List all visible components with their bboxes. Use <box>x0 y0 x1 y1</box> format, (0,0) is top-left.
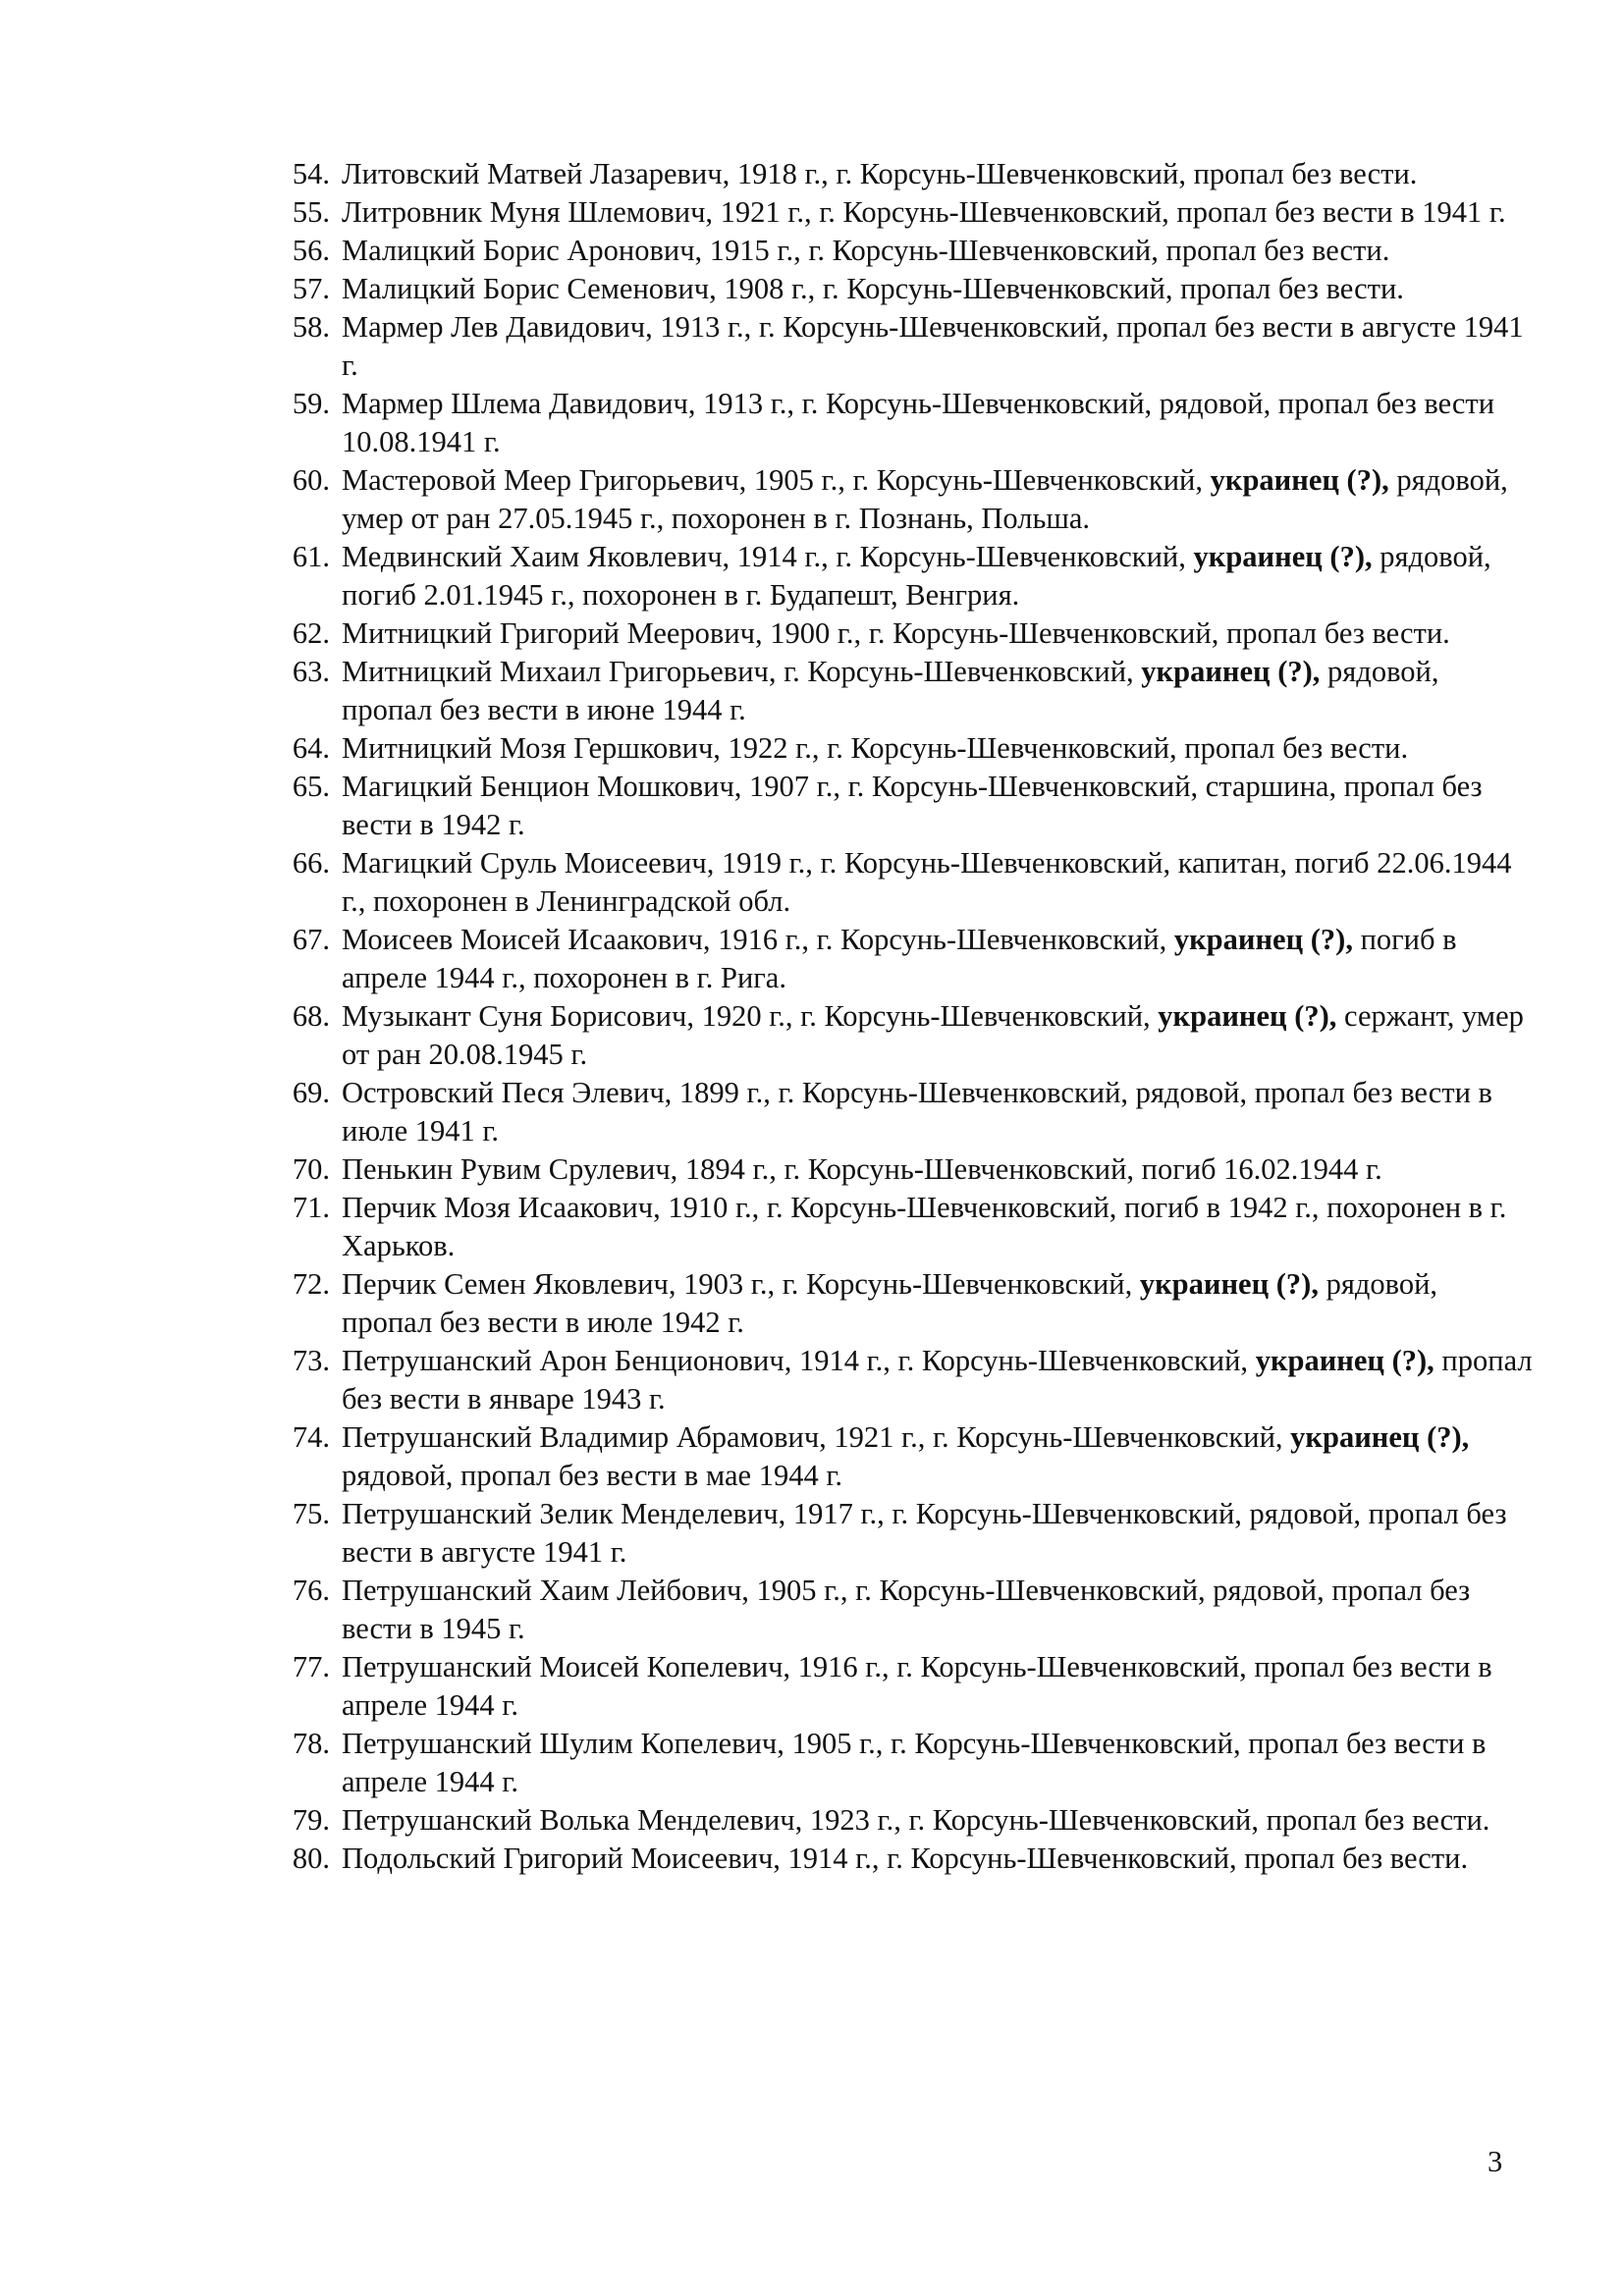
list-item-text <box>342 1150 1534 1189</box>
list-item-text <box>342 1495 1534 1572</box>
list-item-text <box>342 921 1534 997</box>
list-item <box>277 308 1534 385</box>
entry-text-segment: Островский Песя Элевич, 1899 г., г. Корсунь-Шевченковский, рядовой, пропал без вести в июле 1941 г. <box>342 1076 1492 1148</box>
list-item-number: 79. <box>292 1803 330 1837</box>
list-item <box>277 461 1534 538</box>
entry-text-segment: Медвинский Хаим Яковлевич, 1914 г., г. Корсунь-Шевченковский, <box>342 540 1194 573</box>
list-item-text <box>342 1342 1534 1418</box>
list-item-text <box>342 193 1534 232</box>
list-item-number: 80. <box>292 1842 330 1875</box>
list-item <box>277 232 1534 270</box>
list-item <box>277 729 1534 768</box>
list-item-text <box>342 1801 1534 1840</box>
entry-text-segment: Музыкант Суня Борисович, 1920 г., г. Корсунь-Шевченковский, <box>342 999 1159 1033</box>
list-item-text <box>342 614 1534 653</box>
list-item-number: 77. <box>292 1650 330 1683</box>
list-item-number: 78. <box>292 1727 330 1760</box>
list-item-number: 75. <box>292 1497 330 1530</box>
nationality-note: украинец (?), <box>1290 1420 1470 1454</box>
entry-text-segment: Петрушанский Шулим Копелевич, 1905 г., г. Корсунь-Шевченковский, пропал без вести в апреле 1944 г. <box>342 1727 1487 1798</box>
entry-text-segment: Петрушанский Хаим Лейбович, 1905 г., г. Корсунь-Шевченковский, рядовой, пропал без вести в 1945 г. <box>342 1574 1471 1645</box>
list-item-text <box>342 844 1534 921</box>
entry-text-segment: рядовой, пропал без вести в июне 1944 г. <box>342 655 1439 726</box>
entry-text-segment: Литовский Матвей Лазаревич, 1918 г., г. Корсунь-Шевченковский, пропал без вести. <box>342 157 1418 190</box>
list-item <box>277 1074 1534 1150</box>
entry-text-segment: погиб в апреле 1944 г., похоронен в г. Рига. <box>342 923 1457 994</box>
list-item-number: 70. <box>292 1152 330 1186</box>
list-item-text <box>342 385 1534 461</box>
list-item-number: 69. <box>292 1076 330 1109</box>
nationality-note: украинец (?), <box>1255 1344 1434 1377</box>
entry-text-segment: Мармер Шлема Давидович, 1913 г., г. Корсунь-Шевченковский, рядовой, пропал без вести 10.08.1941 г. <box>342 387 1495 458</box>
nationality-note: украинец (?), <box>1141 655 1321 688</box>
list-item-text <box>342 1265 1534 1342</box>
entry-text-segment: Петрушанский Волька Менделевич, 1923 г., г. Корсунь-Шевченковский, пропал без вести. <box>342 1803 1490 1837</box>
list-item-text <box>342 729 1534 768</box>
list-item <box>277 193 1534 232</box>
entry-text-segment: Мармер Лев Давидович, 1913 г., г. Корсунь-Шевченковский, пропал без вести в августе 1941 г. <box>342 310 1524 382</box>
entry-text-segment: Митницкий Григорий Меерович, 1900 г., г. Корсунь-Шевченковский, пропал без вести. <box>342 616 1450 650</box>
entry-text-segment: Магицкий Сруль Моисеевич, 1919 г., г. Корсунь-Шевченковский, капитан, погиб 22.06.1944 г., похоронен в Ленинградской обл. <box>342 846 1512 918</box>
entry-text-segment: Малицкий Борис Аронович, 1915 г., г. Корсунь-Шевченковский, пропал без вести. <box>342 234 1390 267</box>
list-item-number: 71. <box>292 1191 330 1224</box>
entry-text-segment: Мастеровой Меер Григорьевич, 1905 г., г. Корсунь-Шевченковский, <box>342 463 1211 497</box>
entry-text-segment: Моисеев Моисей Исаакович, 1916 г., г. Корсунь-Шевченковский, <box>342 923 1174 956</box>
entry-text-segment: Магицкий Бенцион Мошкович, 1907 г., г. Корсунь-Шевченковский, старшина, пропал без вести в 1942 г. <box>342 770 1483 841</box>
entry-text-segment: пропал без вести в январе 1943 г. <box>342 1344 1533 1415</box>
list-item <box>277 921 1534 997</box>
list-item-text <box>342 538 1534 614</box>
list-item-number: 74. <box>292 1420 330 1454</box>
list-item <box>277 768 1534 844</box>
entry-text-segment: Петрушанский Владимир Абрамович, 1921 г., г. Корсунь-Шевченковский, <box>342 1420 1291 1454</box>
list-item-number: 73. <box>292 1344 330 1377</box>
list-item-text <box>342 270 1534 308</box>
entry-text-segment: Митницкий Мозя Гершкович, 1922 г., г. Корсунь-Шевченковский, пропал без вести. <box>342 731 1409 765</box>
page-number: 3 <box>1488 2145 1503 2178</box>
entry-text-segment: Подольский Григорий Моисеевич, 1914 г., г. Корсунь-Шевченковский, пропал без вести. <box>342 1842 1469 1875</box>
list-item-text <box>342 1189 1534 1265</box>
list-item <box>277 270 1534 308</box>
list-item <box>277 538 1534 614</box>
list-item <box>277 1189 1534 1265</box>
entry-text-segment: рядовой, пропал без вести в мае 1944 г. <box>342 1459 843 1492</box>
list-item-number: 55. <box>292 195 330 229</box>
list-item-text <box>342 1074 1534 1150</box>
list-item <box>277 1150 1534 1189</box>
list-item <box>277 1725 1534 1801</box>
list-item-text <box>342 232 1534 270</box>
casualty-list <box>277 155 1534 1878</box>
list-item-text <box>342 1418 1534 1495</box>
entry-text-segment: рядовой, пропал без вести в июле 1942 г. <box>342 1267 1438 1339</box>
list-item <box>277 1801 1534 1840</box>
entry-text-segment: сержант, умер от ран 20.08.1945 г. <box>342 999 1524 1071</box>
list-item-number: 54. <box>292 157 330 190</box>
entry-text-segment: Петрушанский Моисей Копелевич, 1916 г., г. Корсунь-Шевченковский, пропал без вести в апреле 1944 г. <box>342 1650 1492 1722</box>
entry-text-segment: Пенькин Рувим Срулевич, 1894 г., г. Корсунь-Шевченковский, погиб 16.02.1944 г. <box>342 1152 1382 1186</box>
list-item-number: 57. <box>292 272 330 305</box>
nationality-note: украинец (?), <box>1193 540 1373 573</box>
list-item-number: 65. <box>292 770 330 803</box>
list-item-text <box>342 1725 1534 1801</box>
nationality-note: украинец (?), <box>1158 999 1337 1033</box>
list-item-text <box>342 653 1534 729</box>
list-item <box>277 385 1534 461</box>
nationality-note: украинец (?), <box>1173 923 1353 956</box>
entry-text-segment: Литровник Муня Шлемович, 1921 г., г. Корсунь-Шевченковский, пропал без вести в 1941 г. <box>342 195 1506 229</box>
entry-text-segment: Малицкий Борис Семенович, 1908 г., г. Корсунь-Шевченковский, пропал без вести. <box>342 272 1404 305</box>
list-item <box>277 653 1534 729</box>
list-item-number: 76. <box>292 1574 330 1607</box>
list-item-text <box>342 1840 1534 1878</box>
entry-text-segment: рядовой, умер от ран 27.05.1945 г., похоронен в г. Познань, Польша. <box>342 463 1508 535</box>
list-item <box>277 1418 1534 1495</box>
list-item <box>277 155 1534 193</box>
list-item <box>277 1840 1534 1878</box>
list-item <box>277 844 1534 921</box>
nationality-note: украинец (?), <box>1210 463 1389 497</box>
entry-text-segment: Петрушанский Зелик Менделевич, 1917 г., г. Корсунь-Шевченковский, рядовой, пропал без вести в августе 1941 г. <box>342 1497 1507 1569</box>
list-item <box>277 1572 1534 1648</box>
entry-text-segment: Петрушанский Арон Бенционович, 1914 г., г. Корсунь-Шевченковский, <box>342 1344 1256 1377</box>
list-item <box>277 614 1534 653</box>
list-item-text <box>342 768 1534 844</box>
list-item-number: 59. <box>292 387 330 420</box>
list-item-number: 56. <box>292 234 330 267</box>
list-item-number: 64. <box>292 731 330 765</box>
list-item-number: 58. <box>292 310 330 344</box>
list-item <box>277 1648 1534 1725</box>
list-item-number: 61. <box>292 540 330 573</box>
list-item-text <box>342 997 1534 1074</box>
list-item <box>277 1495 1534 1572</box>
list-item-number: 67. <box>292 923 330 956</box>
entry-text-segment: Перчик Мозя Исаакович, 1910 г., г. Корсунь-Шевченковский, погиб в 1942 г., похоронен в г. Харьков. <box>342 1191 1507 1262</box>
list-item-number: 72. <box>292 1267 330 1301</box>
list-item-text <box>342 1648 1534 1725</box>
list-item <box>277 1265 1534 1342</box>
list-item-number: 63. <box>292 655 330 688</box>
list-item-number: 66. <box>292 846 330 880</box>
list-item-text <box>342 155 1534 193</box>
nationality-note: украинец (?), <box>1139 1267 1319 1301</box>
list-item-text <box>342 1572 1534 1648</box>
entry-text-segment: рядовой, погиб 2.01.1945 г., похоронен в г. Будапешт, Венгрия. <box>342 540 1491 612</box>
list-item-number: 68. <box>292 999 330 1033</box>
list-item <box>277 1342 1534 1418</box>
entry-text-segment: Перчик Семен Яковлевич, 1903 г., г. Корсунь-Шевченковский, <box>342 1267 1140 1301</box>
list-item <box>277 997 1534 1074</box>
entry-text-segment: Митницкий Михаил Григорьевич, г. Корсунь-Шевченковский, <box>342 655 1142 688</box>
list-item-number: 62. <box>292 616 330 650</box>
list-item-number: 60. <box>292 463 330 497</box>
list-item-text <box>342 308 1534 385</box>
list-item-text <box>342 461 1534 538</box>
